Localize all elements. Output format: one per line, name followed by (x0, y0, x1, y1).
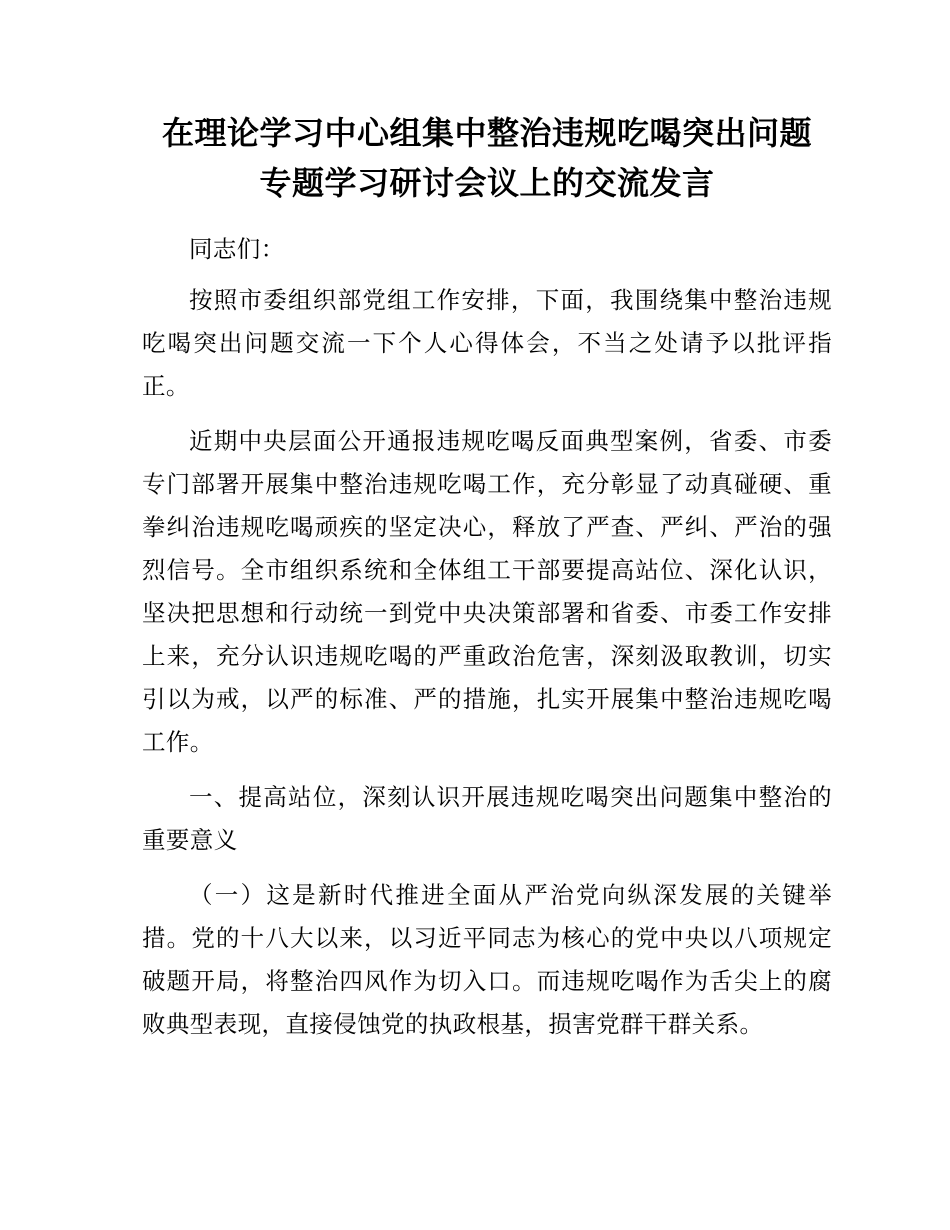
paragraph-intro: 按照市委组织部党组工作安排，下面，我围绕集中整治违规吃喝突出问题交流一下个人心得体会，不当之处请予以批评指正。 (142, 286, 832, 400)
subsection-paragraph-1: （一）这是新时代推进全面从严治党向纵深发展的关键举措。党的十八大以来，以习近平同志为核心的党中央以八项规定破题开局，将整治四风作为切入口。而违规吃喝作为舌尖上的腐败典型表现，直接侵蚀党的执政根基，损害党群干群关系。 (142, 881, 832, 1038)
document-content (142, 108, 832, 1058)
title-line-1: 在理论学习中心组集中整治违规吃喝突出问题 (161, 114, 812, 152)
document-body (142, 228, 832, 1046)
title-line-2: 专题学习研讨会议上的交流发言 (259, 164, 715, 202)
salutation: 同志们： (189, 235, 285, 263)
document-title (142, 108, 832, 208)
paragraph-background: 近期中央层面公开通报违规吃喝反面典型案例，省委、市委专门部署开展集中整治违规吃喝工作，充分彰显了动真碰硬、重拳纠治违规吃喝顽疾的坚定决心，释放了严查、严纠、严治的强烈信号。全市组织系统和全体组工干部要提高站位、深化认识，坚决把思想和行动统一到党中央决策部署和省委、市委工作安排上来，充分认识违规吃喝的严重政治危害，深刻汲取教训，切实引以为戒，以严的标准、严的措施，扎实开展集中整治违规吃喝工作。 (142, 427, 832, 756)
section-heading-1: 一、提高站位，深刻认识开展违规吃喝突出问题集中整治的重要意义 (142, 783, 832, 854)
